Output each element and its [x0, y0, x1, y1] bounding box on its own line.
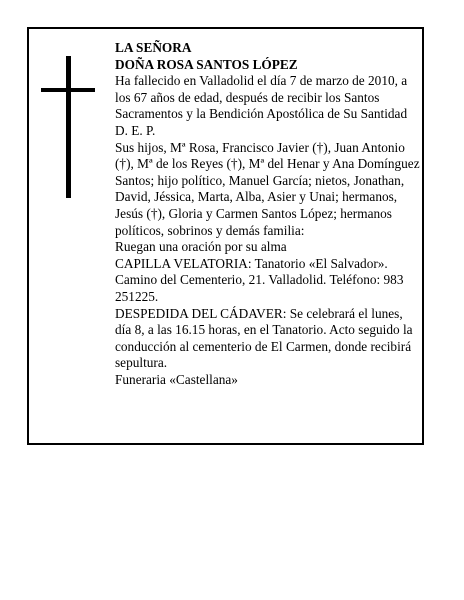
obituary-notice: [27, 27, 424, 445]
cross-icon: [41, 56, 95, 198]
family-list: Sus hijos, Mª Rosa, Francisco Javier (†), Juan Antonio (†), Mª de los Reyes (†), Mª del Henar y Ana Domínguez Santos; hijo político, Manuel García; nietos, Jonathan, David, Jéssica, Marta, Alba, Asier y Unai; hermanos, Jesús (†), Gloria y Carmen Santos López; hermanos políticos, sobrinos y demás familia:: [115, 139, 420, 238]
notice-text: [115, 40, 421, 388]
deceased-name: DOÑA ROSA SANTOS LÓPEZ: [115, 56, 298, 72]
farewell-info: DESPEDIDA DEL CÁDAVER: Se celebrará el lunes, día 8, a las 16.15 horas, en el Tanatorio. Acto seguido la conducción al cementerio de El Carmen, donde recibirá sepultura.: [115, 305, 413, 371]
funeral-home: Funeraria «Castellana»: [115, 371, 238, 387]
cross-vertical-bar: [66, 56, 71, 198]
prayer-request: Ruegan una oración por su alma: [115, 239, 287, 255]
notice-title: LA SEÑORA: [115, 40, 192, 55]
death-announcement: Ha fallecido en Valladolid el día 7 de marzo de 2010, a los 67 años de edad, después de recibir los Santos Sacramentos y la Bendición Apostólica de Su Santidad D. E. P.: [115, 73, 408, 138]
cross-horizontal-bar: [41, 88, 95, 92]
wake-chapel-info: CAPILLA VELATORIA: Tanatorio «El Salvador». Camino del Cementerio, 21. Valladolid. Teléfono: 983 251225.: [115, 255, 404, 304]
